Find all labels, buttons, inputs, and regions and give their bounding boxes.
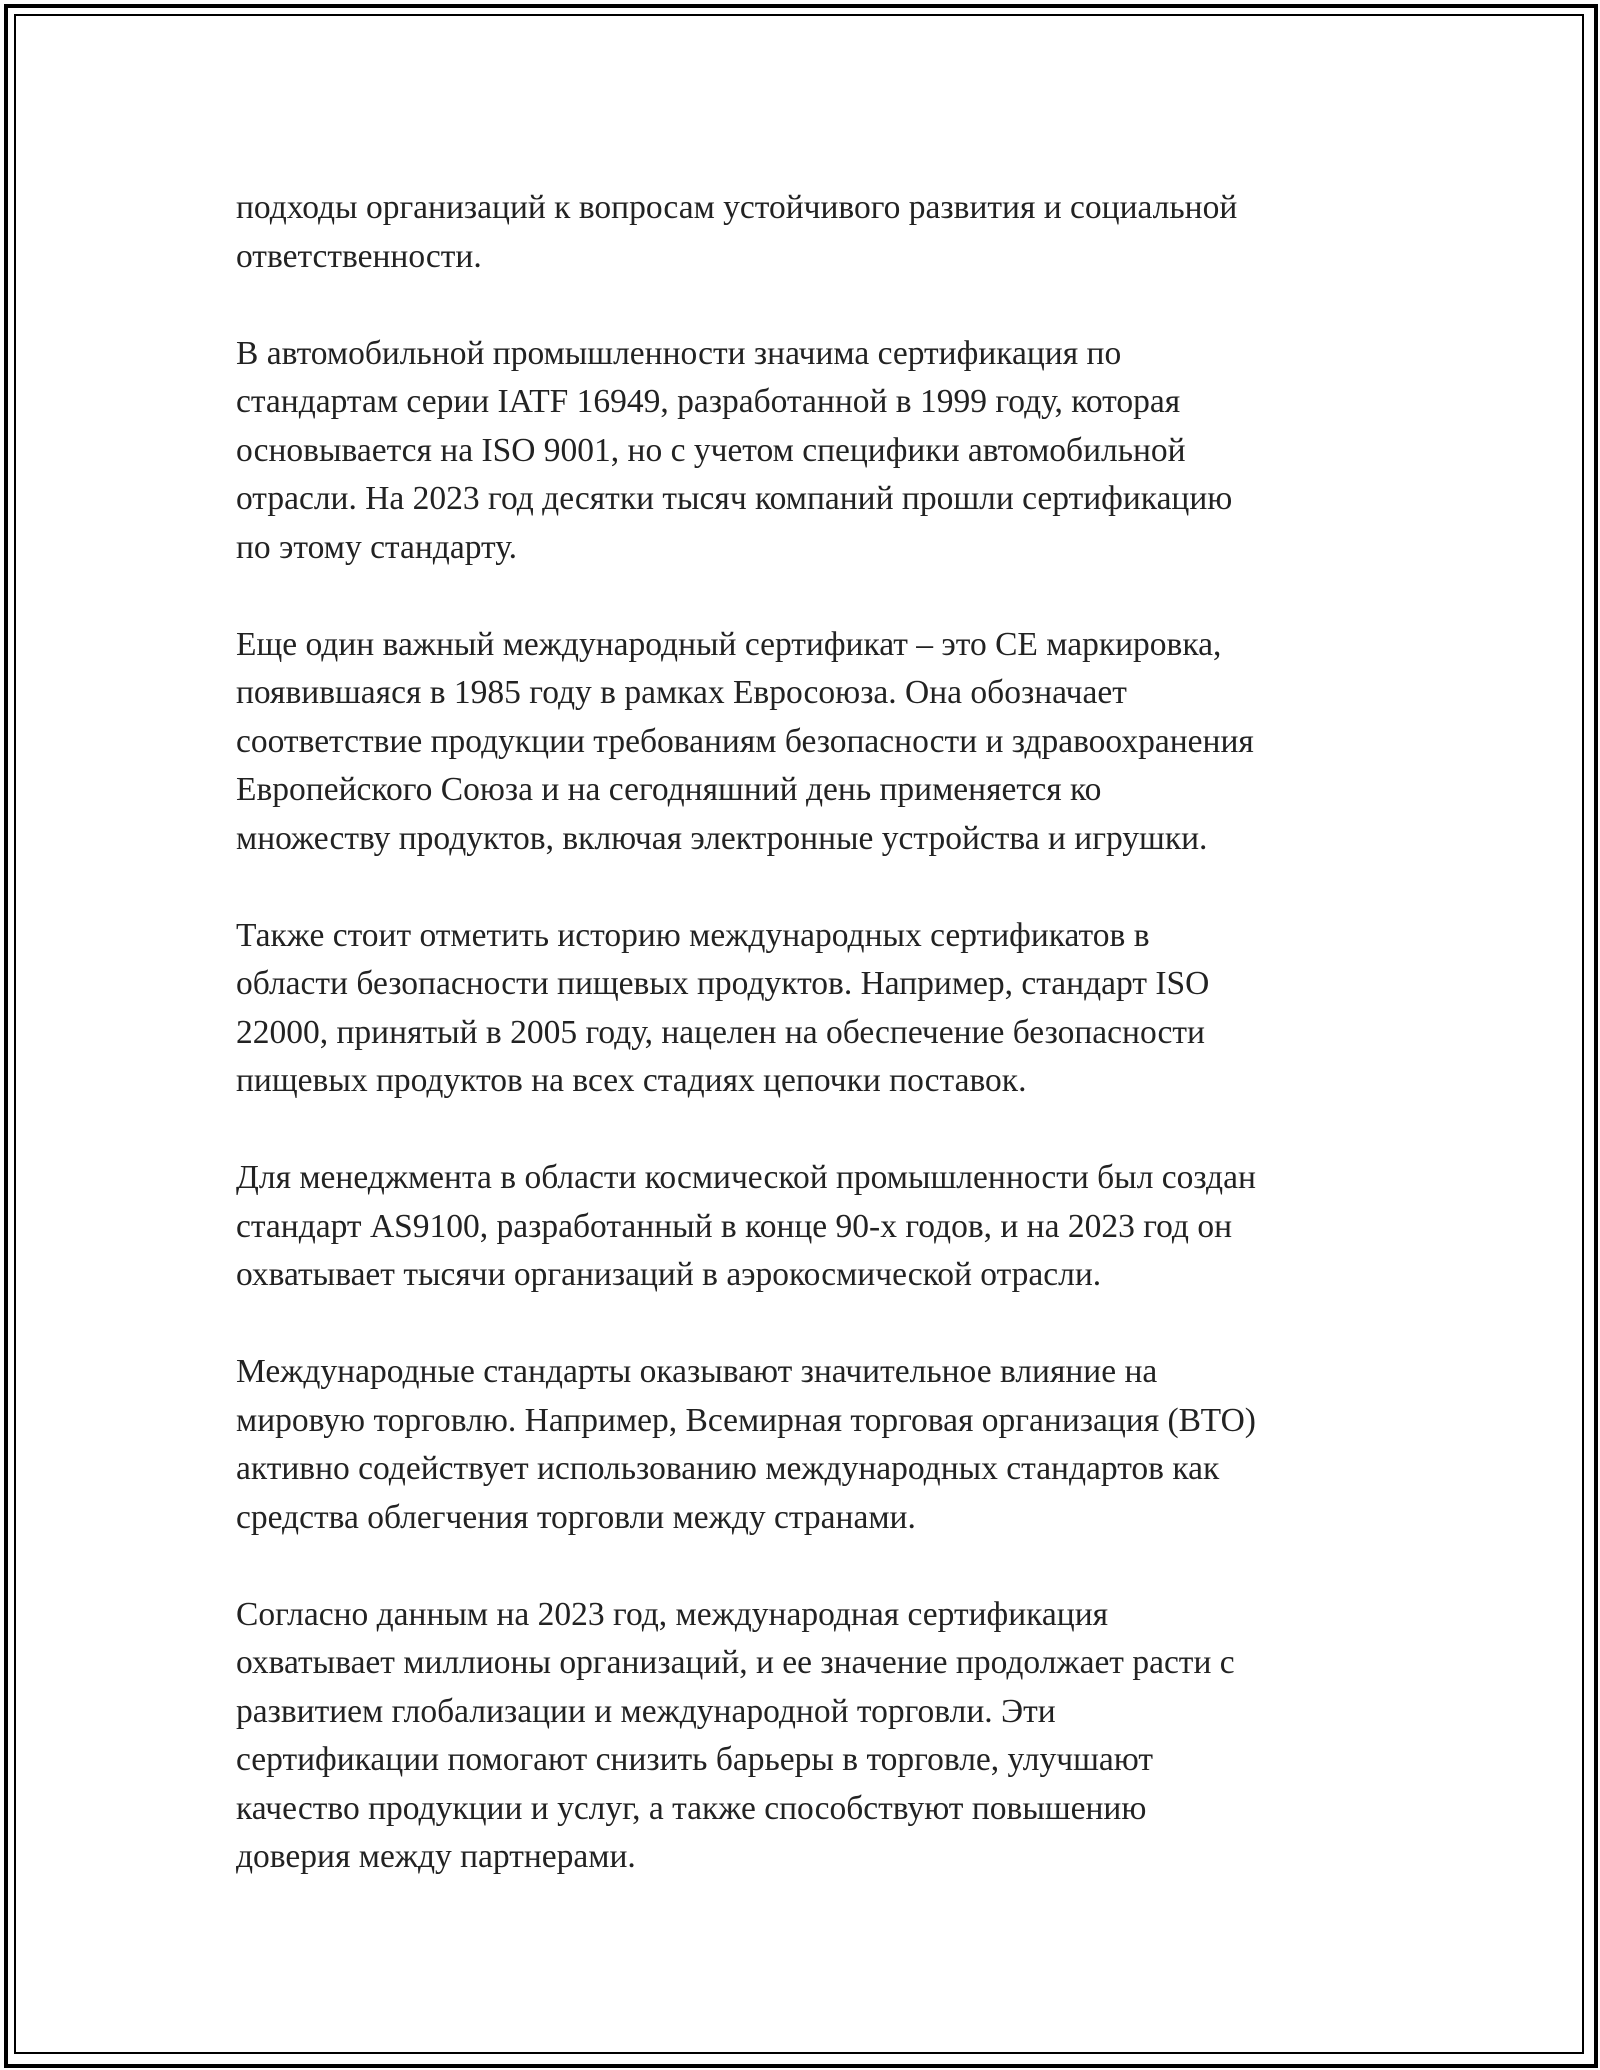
- paragraph: Согласно данным на 2023 год, международная сертификация охватывает миллионы организаций, и ее значение продолжает расти с развитием глобализации и международной торговли. Эти сертификации помогают снизить барьеры в торговле, улучшают качество продукции и услуг, а также способствуют повышению доверия между партнерами.: [236, 1595, 1235, 1875]
- document-body: [236, 184, 1376, 1882]
- paragraph: В автомобильной промышленности значима сертификация по стандартам серии IATF 16949, разработанной в 1999 году, которая основывается на ISO 9001, но с учетом специфики автомобильной отрасли. На 2023 год десятки тысяч компаний прошли сертификацию по этому стандарту.: [236, 334, 1233, 566]
- paragraph: Еще один важный международный сертификат – это CE маркировка, появившаяся в 1985 году в рамках Евросоюза. Она обозначает соответствие продукции требованиям безопасности и здравоохранения Европейского Союза и на сегодняшний день применяется ко множеству продуктов, включая электронные устройства и игрушки.: [236, 625, 1254, 857]
- paragraph: Для менеджмента в области космической промышленности был создан стандарт AS9100, разработанный в конце 90-х годов, и на 2023 год он охватывает тысячи организаций в аэрокосмической отрасли.: [236, 1159, 1256, 1293]
- paragraph: Международные стандарты оказывают значительное влияние на мировую торговлю. Например, Всемирная торговая организация (ВТО) активно содействует использованию международных стандартов как средства облегчения торговли между странами.: [236, 1353, 1256, 1536]
- paragraph: Также стоит отметить историю международных сертификатов в области безопасности пищевых продуктов. Например, стандарт ISO 22000, принятый в 2005 году, нацелен на обеспечение безопасности пищевых продуктов на всех стадиях цепочки поставок.: [236, 916, 1210, 1099]
- paragraph: подходы организаций к вопросам устойчивого развития и социальной ответственности.: [236, 189, 1238, 275]
